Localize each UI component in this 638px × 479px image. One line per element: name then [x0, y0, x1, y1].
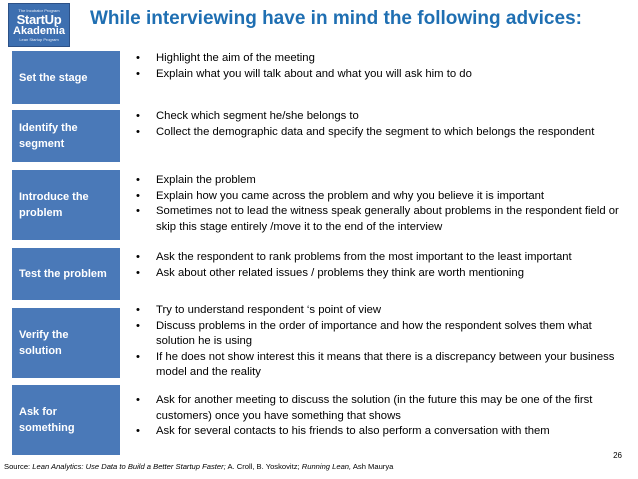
section-label-introduce-the-problem — [12, 170, 120, 240]
page-number: 26 — [613, 451, 622, 460]
bullet-item: • Sometimes not to lead the witness speak generally about problems in the respondent field or skip this stage entirely /move it to the end of the interview — [132, 204, 627, 235]
logo-line-2: Akademia — [13, 25, 65, 37]
source-authors-2: Ash Maurya — [351, 462, 394, 471]
source-authors-1: A. Croll, B. Yoskovitz; — [225, 462, 302, 471]
source-book-2: Running Lean, — [301, 462, 352, 471]
section-label-text: Ask for something — [19, 406, 75, 434]
section-label-set-the-stage — [12, 51, 120, 104]
source-prefix: Source: — [4, 462, 33, 471]
section-label-text: Identify the segment — [19, 122, 78, 150]
slide-title: While interviewing have in mind the following advices: — [90, 8, 582, 29]
section-bullets-test-the-problem — [132, 250, 627, 281]
section-label-text: Verify the solution — [19, 329, 69, 357]
section-bullets-identify-the-segment — [132, 109, 627, 140]
section-label-text: Set the stage — [19, 71, 88, 84]
bullet-item: • Explain the problem — [132, 173, 627, 189]
section-bullets-verify-the-solution — [132, 303, 627, 381]
bullet-item: • Ask about other related issues / problems they think are worth mentioning — [132, 266, 627, 282]
bullet-item: • Explain how you came across the problem and why you believe it is important — [132, 189, 627, 205]
section-label-text: Introduce the problem — [19, 191, 89, 219]
startup-akademia-logo — [8, 3, 70, 47]
bullet-item: • Highlight the aim of the meeting — [132, 51, 627, 67]
logo-line-1: StartUp — [16, 12, 62, 27]
bullet-item: • Collect the demographic data and specify the segment to which belongs the respondent — [132, 125, 627, 141]
source-citation — [4, 462, 393, 471]
section-bullets-set-the-stage — [132, 51, 627, 82]
bullet-item: • Check which segment he/she belongs to — [132, 109, 627, 125]
bullet-item: • If he does not show interest this it means that there is a discrepancy between your business model and the reality — [132, 350, 627, 381]
bullet-item: • Ask the respondent to rank problems from the most important to the least important — [132, 250, 627, 266]
section-label-identify-the-segment — [12, 110, 120, 162]
source-book-1: Lean Analytics: Use Data to Build a Better Startup Faster; — [32, 462, 226, 471]
section-label-ask-for-something — [12, 385, 120, 455]
logo-tagline-bottom: Lean Startup Program — [19, 37, 59, 42]
bullet-item: • Ask for several contacts to his friends to also perform a conversation with them — [132, 424, 627, 440]
section-bullets-introduce-the-problem — [132, 173, 627, 235]
section-label-test-the-problem — [12, 248, 120, 300]
section-label-verify-the-solution — [12, 308, 120, 378]
section-label-text: Test the problem — [19, 268, 107, 280]
bullet-item: • Explain what you will talk about and what you will ask him to do — [132, 67, 627, 83]
bullet-item: • Try to understand respondent ‘s point of view — [132, 303, 627, 319]
section-bullets-ask-for-something — [132, 393, 627, 440]
bullet-item: • Discuss problems in the order of importance and how the respondent solves them what solution he is using — [132, 319, 627, 350]
bullet-item: • Ask for another meeting to discuss the solution (in the future this may be one of the first customers) once you have something that shows — [132, 393, 627, 424]
logo-tagline-top: The Incubator Program — [18, 8, 60, 13]
